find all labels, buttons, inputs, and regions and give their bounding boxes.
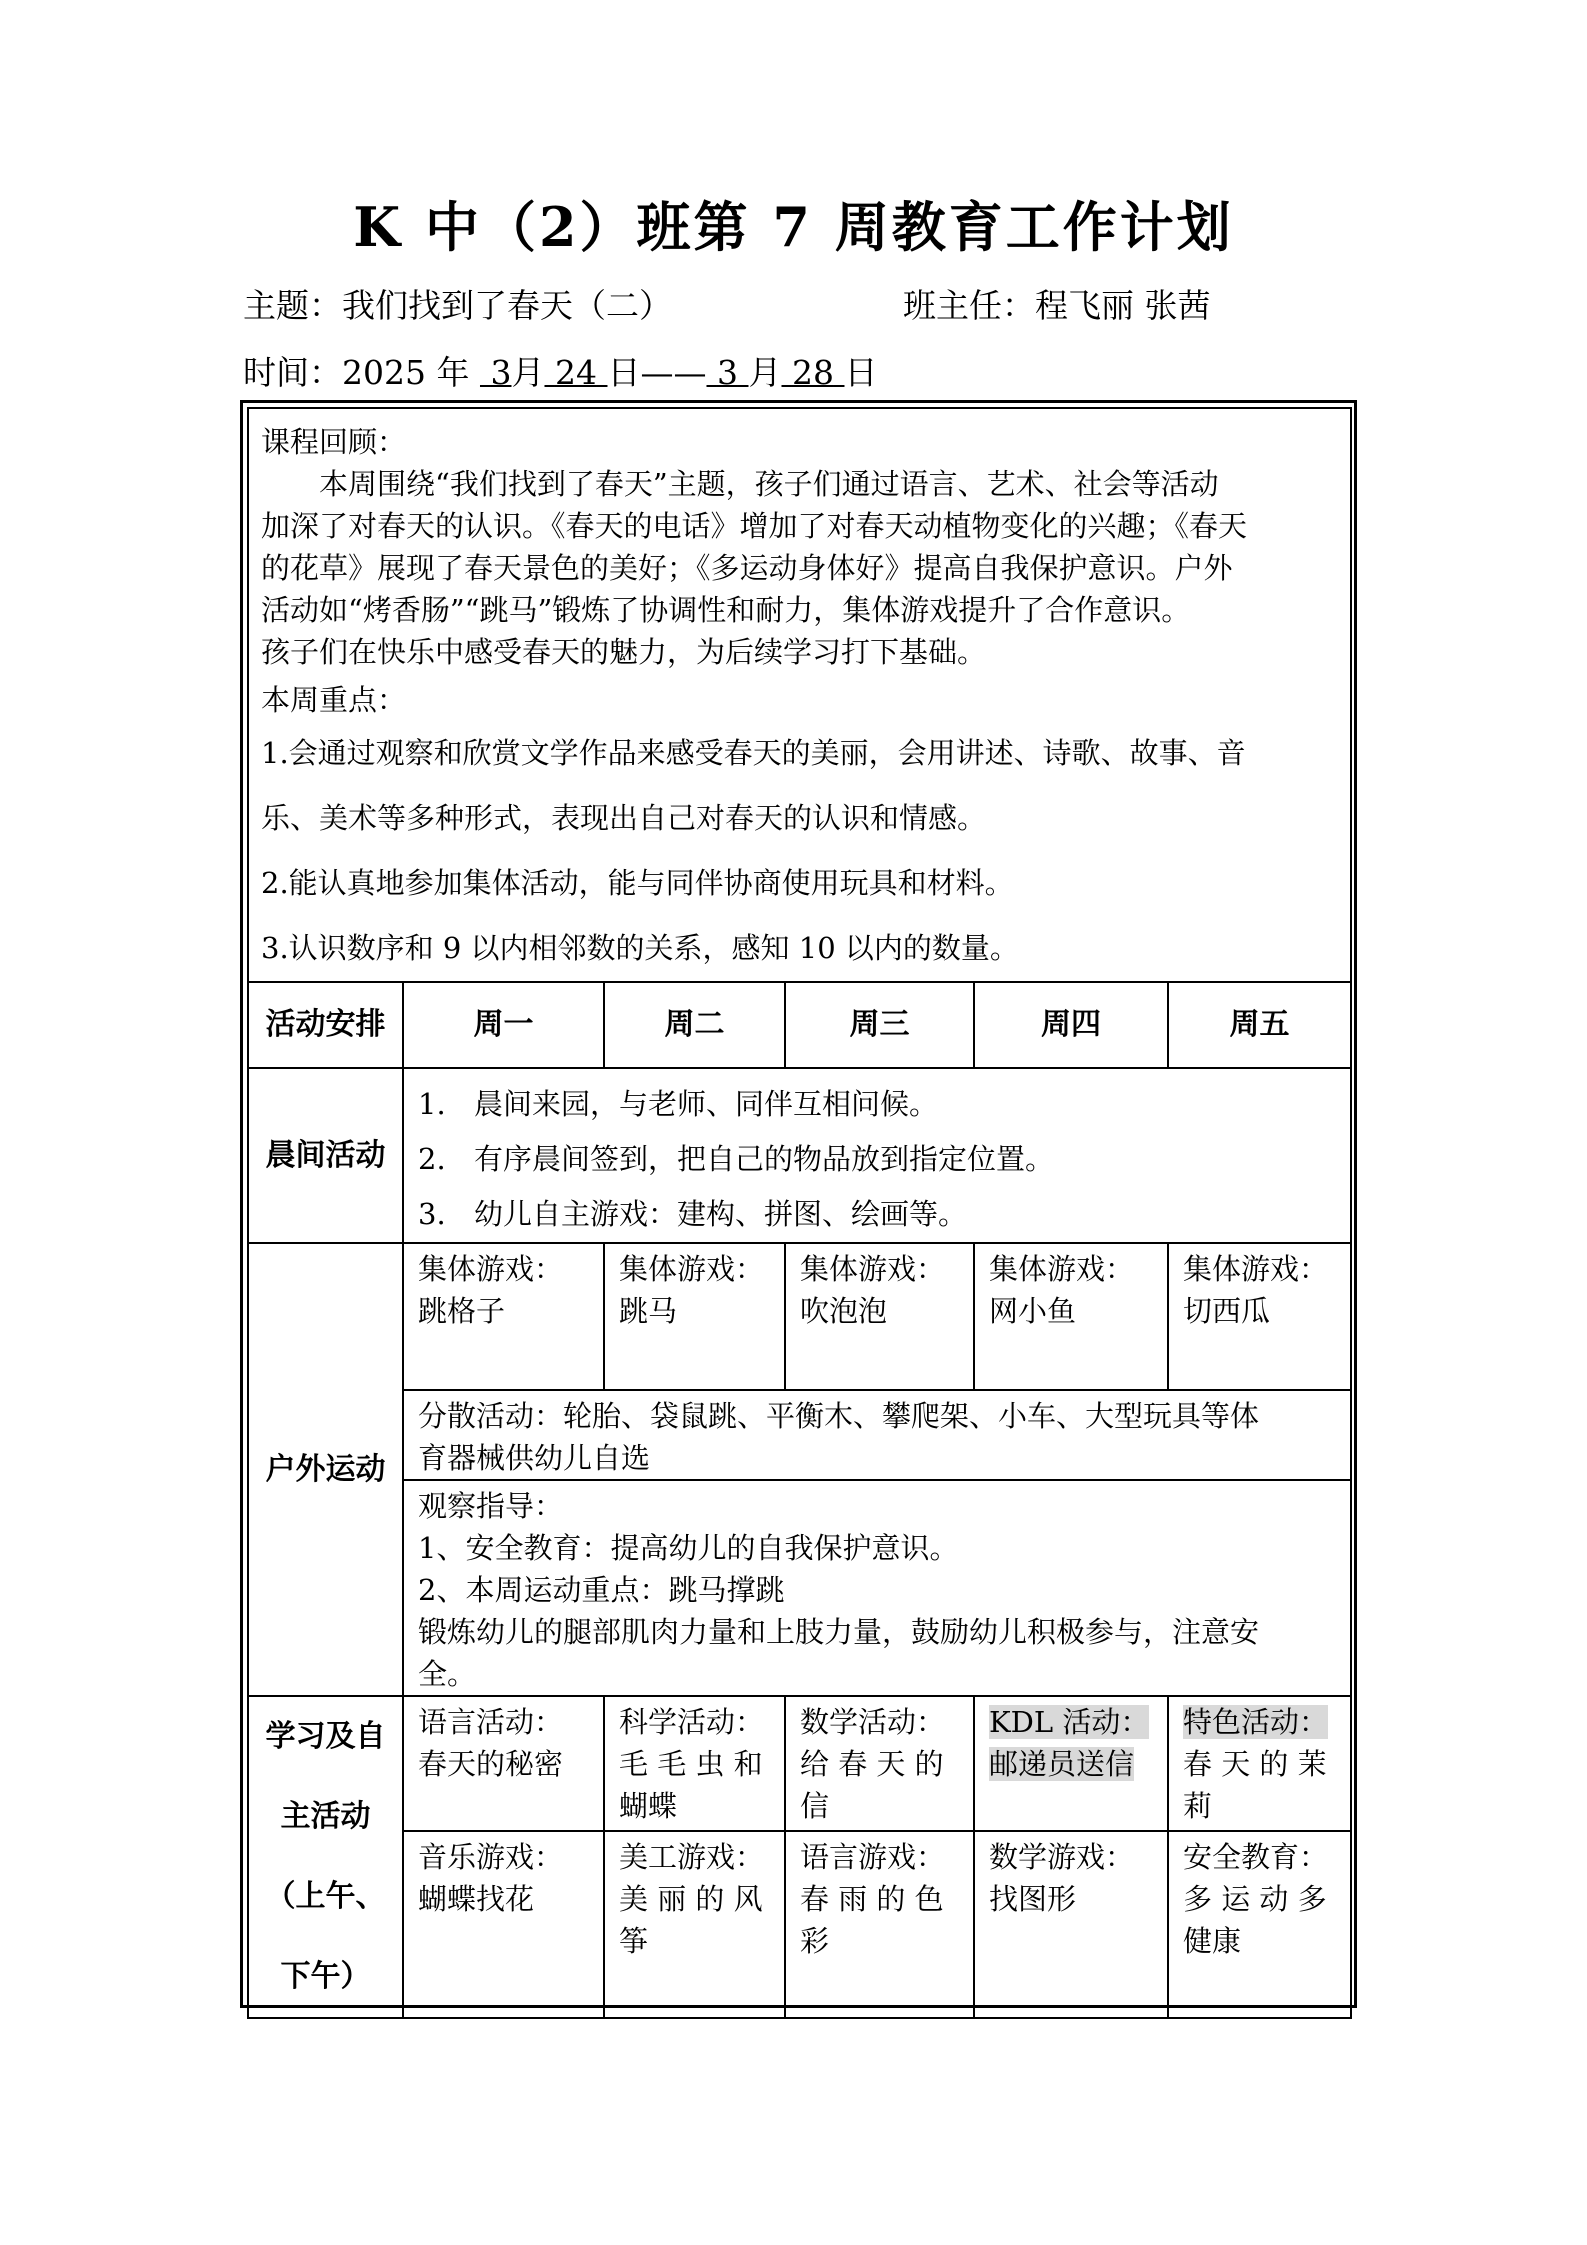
theme-line xyxy=(243,280,672,327)
morning-row xyxy=(248,1068,1351,1243)
study-activity-cell: 科学活动： 毛 毛 虫 和 蝴蝶 xyxy=(604,1696,785,1831)
study-activity-cell: 音乐游戏： 蝴蝶找花 xyxy=(403,1831,604,2018)
page-title: K 中（2）班第 7 周教育工作计划 xyxy=(353,195,1234,259)
plan-table xyxy=(247,407,1352,2019)
morning-item: 2. 有序晨间签到，把自己的物品放到指定位置。 xyxy=(418,1142,1055,1176)
focus-line: 3.认识数序和 9 以内相邻数的关系，感知 10 以内的数量。 xyxy=(261,931,1019,965)
day-header: 周三 xyxy=(785,982,974,1068)
month-char: 月 xyxy=(511,353,545,392)
focus-line: 2.能认真地参加集体活动，能与同伴协商使用玩具和材料。 xyxy=(261,866,1014,900)
morning-label: 晨间活动 xyxy=(248,1068,403,1243)
study-activity-cell: KDL 活动： 邮递员送信 xyxy=(974,1696,1168,1831)
study-activity-cell: 美工游戏： 美 丽 的 风 筝 xyxy=(604,1831,785,2018)
review-line: 本周围绕“我们找到了春天”主题，孩子们通过语言、艺术、社会等活动 xyxy=(319,467,1219,501)
study-activity-cell: 语言游戏： 春 雨 的 色 彩 xyxy=(785,1831,974,2018)
end-month: 3 xyxy=(716,353,738,392)
day-char: 日 xyxy=(844,353,878,392)
schedule-header-row xyxy=(248,982,1351,1068)
outdoor-guidance-cell: 观察指导： 1、安全教育：提高幼儿的自我保护意识。 2、本周运动重点：跳马撑跳 锻炼幼儿的腿部肌肉力量和上肢力量，鼓励幼儿积极参与，注意安 全。 xyxy=(403,1480,1351,1696)
day-header: 周二 xyxy=(604,982,785,1068)
review-heading: 课程回顾： xyxy=(261,425,407,459)
study-activity-cell: 数学游戏： 找图形 xyxy=(974,1831,1168,2018)
review-line: 的花草》展现了春天景色的美好；《多运动身体好》提高自我保护意识。户外 xyxy=(261,551,1233,585)
study-row-1 xyxy=(248,1696,1351,1831)
outdoor-scattered-row xyxy=(248,1390,1351,1480)
focus-line: 1.会通过观察和欣赏文学作品来感受春天的美丽，会用讲述、诗歌、故事、音 xyxy=(261,736,1246,770)
outdoor-game-cell: 集体游戏： 跳马 xyxy=(604,1243,785,1390)
date-dash: —— xyxy=(640,353,707,392)
focus-line: 乐、美术等多种形式，表现出自己对春天的认识和情感。 xyxy=(261,801,987,835)
day-header: 周四 xyxy=(974,982,1168,1068)
outdoor-game-cell: 集体游戏： 吹泡泡 xyxy=(785,1243,974,1390)
day-char: 日 xyxy=(607,353,641,392)
study-label: 学习及自 主活动 （上午、 下午） xyxy=(248,1696,403,2018)
teacher-label: 班主任： xyxy=(903,286,1035,325)
theme-value: 我们找到了春天（二） xyxy=(342,286,672,325)
time-label: 时间： xyxy=(243,353,342,392)
focus-heading: 本周重点： xyxy=(261,683,407,717)
morning-item: 1. 晨间来园，与老师、同伴互相问候。 xyxy=(418,1087,939,1121)
review-line: 孩子们在快乐中感受春天的魅力，为后续学习打下基础。 xyxy=(261,635,987,669)
start-month: 3 xyxy=(490,353,512,392)
study-activity-cell: 语言活动： 春天的秘密 xyxy=(403,1696,604,1831)
morning-content xyxy=(403,1068,1351,1243)
outdoor-games-row xyxy=(248,1243,1351,1390)
outdoor-game-cell: 集体游戏： 跳格子 xyxy=(403,1243,604,1390)
day-header: 周五 xyxy=(1168,982,1351,1068)
teacher-names: 程飞丽 张茜 xyxy=(1035,286,1211,325)
study-row-2 xyxy=(248,1831,1351,2018)
month-char: 月 xyxy=(748,353,782,392)
day-header: 周一 xyxy=(403,982,604,1068)
morning-item: 3. 幼儿自主游戏：建构、拼图、绘画等。 xyxy=(418,1197,968,1231)
outdoor-label: 户外运动 xyxy=(248,1243,403,1696)
outdoor-game-cell: 集体游戏： 网小鱼 xyxy=(974,1243,1168,1390)
outdoor-game-cell: 集体游戏： 切西瓜 xyxy=(1168,1243,1351,1390)
teacher-line xyxy=(903,280,1211,327)
outdoor-scattered-cell: 分散活动：轮胎、袋鼠跳、平衡木、攀爬架、小车、大型玩具等体 育器械供幼儿自选 xyxy=(403,1390,1351,1480)
start-day: 24 xyxy=(554,353,597,392)
time-year: 2025 年 xyxy=(342,353,470,392)
review-line: 加深了对春天的认识。《春天的电话》增加了对春天动植物变化的兴趣；《春天 xyxy=(261,509,1248,543)
study-activity-cell: 安全教育： 多 运 动 多 健康 xyxy=(1168,1831,1351,2018)
end-day: 28 xyxy=(791,353,834,392)
theme-label: 主题： xyxy=(243,286,342,325)
study-activity-cell: 数学活动： 给 春 天 的 信 xyxy=(785,1696,974,1831)
review-cell xyxy=(248,408,1351,982)
study-activity-cell: 特色活动： 春 天 的 茉 莉 xyxy=(1168,1696,1351,1831)
schedule-header-label: 活动安排 xyxy=(248,982,403,1068)
outdoor-guidance-row xyxy=(248,1480,1351,1696)
time-line xyxy=(243,347,877,394)
review-line: 活动如“烤香肠”“跳马”锻炼了协调性和耐力，集体游戏提升了合作意识。 xyxy=(261,593,1191,627)
